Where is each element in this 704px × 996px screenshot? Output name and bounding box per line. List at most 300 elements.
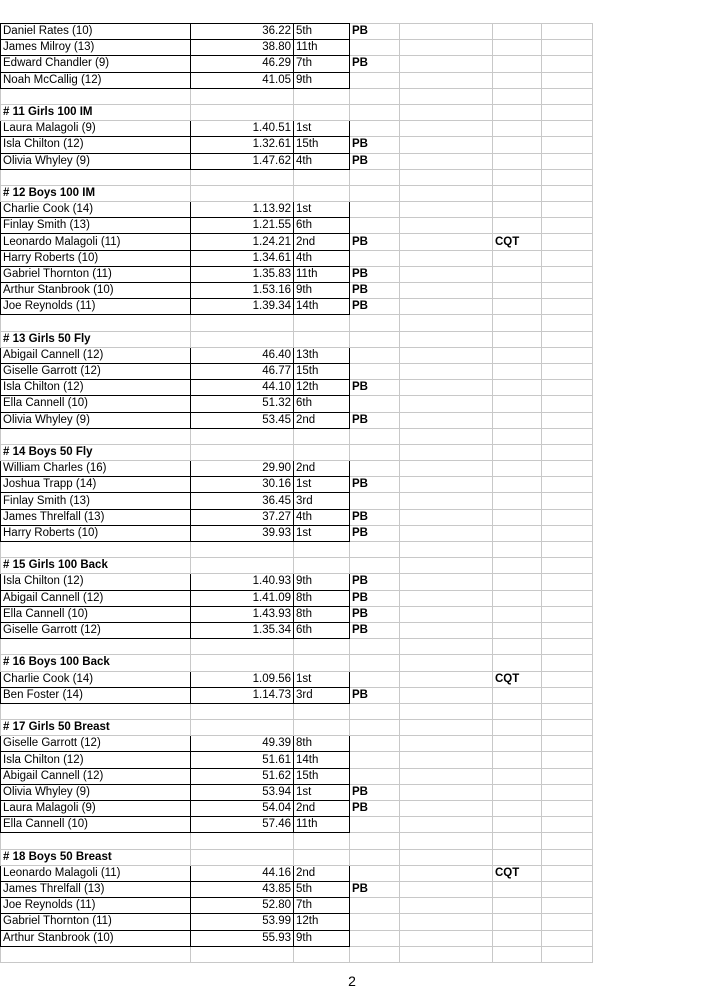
- empty-cell: [542, 558, 593, 574]
- pb-marker: PB: [350, 590, 400, 606]
- empty-cell: [493, 331, 542, 347]
- empty-cell: [400, 88, 493, 104]
- result-row: [1, 412, 593, 428]
- swimmer-name: Harry Roberts (10): [1, 250, 191, 266]
- swim-place: 5th: [294, 881, 350, 897]
- empty-cell: [493, 542, 542, 558]
- swim-place: 9th: [294, 283, 350, 299]
- result-row: [1, 363, 593, 379]
- empty-cell: [542, 24, 593, 40]
- cqt-marker: [493, 250, 542, 266]
- empty-cell: [542, 444, 593, 460]
- result-row: [1, 299, 593, 315]
- empty-cell: [542, 185, 593, 201]
- pb-marker: [350, 396, 400, 412]
- swim-place: 5th: [294, 24, 350, 40]
- empty-cell: [542, 914, 593, 930]
- pb-marker: [350, 250, 400, 266]
- swim-place: 1st: [294, 525, 350, 541]
- swimmer-name: Giselle Garrott (12): [1, 363, 191, 379]
- event-header-row: [1, 185, 593, 201]
- cqt-marker: [493, 121, 542, 137]
- cqt-marker: [493, 606, 542, 622]
- swim-place: 1st: [294, 784, 350, 800]
- pb-marker: [350, 817, 400, 833]
- swimmer-name: Joe Reynolds (11): [1, 898, 191, 914]
- pb-marker: PB: [350, 283, 400, 299]
- empty-cell: [350, 169, 400, 185]
- swim-time: 57.46: [191, 817, 294, 833]
- swimmer-name: Abigail Cannell (12): [1, 590, 191, 606]
- empty-cell: [542, 202, 593, 218]
- swimmer-name: Ben Foster (14): [1, 687, 191, 703]
- pb-marker: PB: [350, 412, 400, 428]
- empty-cell: [350, 185, 400, 201]
- swimmer-name: Finlay Smith (13): [1, 493, 191, 509]
- empty-cell: [542, 736, 593, 752]
- empty-cell: [542, 865, 593, 881]
- result-row: [1, 72, 593, 88]
- swim-place: 11th: [294, 40, 350, 56]
- empty-cell: [493, 720, 542, 736]
- empty-cell: [542, 234, 593, 250]
- pb-marker: PB: [350, 784, 400, 800]
- result-row: [1, 461, 593, 477]
- event-header-row: [1, 444, 593, 460]
- empty-cell: [294, 833, 350, 849]
- empty-cell: [400, 40, 493, 56]
- result-row: [1, 801, 593, 817]
- swim-place: 15th: [294, 768, 350, 784]
- swim-time: 51.62: [191, 768, 294, 784]
- swimmer-name: Isla Chilton (12): [1, 380, 191, 396]
- swim-time: 1.09.56: [191, 671, 294, 687]
- empty-cell: [294, 444, 350, 460]
- event-header-row: [1, 720, 593, 736]
- empty-cell: [294, 720, 350, 736]
- result-row: [1, 493, 593, 509]
- empty-cell: [400, 234, 493, 250]
- empty-cell: [400, 930, 493, 946]
- empty-cell: [400, 169, 493, 185]
- swim-place: 6th: [294, 396, 350, 412]
- swimmer-name: Joe Reynolds (11): [1, 299, 191, 315]
- empty-cell: [400, 444, 493, 460]
- empty-cell: [400, 283, 493, 299]
- empty-cell: [493, 639, 542, 655]
- empty-cell: [350, 720, 400, 736]
- empty-cell: [191, 444, 294, 460]
- empty-cell: [542, 703, 593, 719]
- empty-cell: [400, 622, 493, 638]
- cqt-marker: [493, 283, 542, 299]
- pb-marker: [350, 40, 400, 56]
- result-row: [1, 266, 593, 282]
- swimmer-name: Charlie Cook (14): [1, 671, 191, 687]
- swim-time: 36.45: [191, 493, 294, 509]
- empty-cell: [542, 881, 593, 897]
- swimmer-name: Isla Chilton (12): [1, 137, 191, 153]
- event-header-row: [1, 849, 593, 865]
- cqt-marker: [493, 801, 542, 817]
- swimmer-name: Isla Chilton (12): [1, 574, 191, 590]
- swim-time: 54.04: [191, 801, 294, 817]
- empty-cell: [542, 930, 593, 946]
- empty-cell: [1, 703, 191, 719]
- pb-marker: [350, 363, 400, 379]
- cqt-marker: [493, 137, 542, 153]
- empty-cell: [400, 639, 493, 655]
- event-header-row: [1, 655, 593, 671]
- swimmer-name: Ella Cannell (10): [1, 817, 191, 833]
- empty-cell: [542, 428, 593, 444]
- empty-cell: [400, 493, 493, 509]
- swim-place: 8th: [294, 590, 350, 606]
- swim-place: 8th: [294, 736, 350, 752]
- empty-cell: [493, 169, 542, 185]
- empty-cell: [400, 801, 493, 817]
- pb-marker: [350, 898, 400, 914]
- empty-cell: [191, 720, 294, 736]
- result-row: [1, 137, 593, 153]
- empty-cell: [1, 639, 191, 655]
- empty-cell: [493, 655, 542, 671]
- blank-row: [1, 639, 593, 655]
- blank-row: [1, 703, 593, 719]
- empty-cell: [400, 671, 493, 687]
- empty-cell: [542, 655, 593, 671]
- empty-cell: [350, 849, 400, 865]
- swimmer-name: Arthur Stanbrook (10): [1, 930, 191, 946]
- empty-cell: [400, 784, 493, 800]
- blank-row: [1, 428, 593, 444]
- result-row: [1, 898, 593, 914]
- empty-cell: [1, 946, 191, 962]
- swim-place: 1st: [294, 121, 350, 137]
- cqt-marker: [493, 24, 542, 40]
- empty-cell: [400, 121, 493, 137]
- empty-cell: [350, 444, 400, 460]
- empty-cell: [350, 946, 400, 962]
- empty-cell: [542, 396, 593, 412]
- empty-cell: [400, 542, 493, 558]
- swimmer-name: Ella Cannell (10): [1, 606, 191, 622]
- swim-time: 52.80: [191, 898, 294, 914]
- pb-marker: PB: [350, 881, 400, 897]
- empty-cell: [493, 185, 542, 201]
- pb-marker: PB: [350, 687, 400, 703]
- swim-time: 1.13.92: [191, 202, 294, 218]
- swim-time: 53.99: [191, 914, 294, 930]
- cqt-marker: CQT: [493, 865, 542, 881]
- swimmer-name: Leonardo Malagoli (11): [1, 234, 191, 250]
- pb-marker: [350, 461, 400, 477]
- empty-cell: [493, 88, 542, 104]
- empty-cell: [542, 40, 593, 56]
- empty-cell: [493, 104, 542, 120]
- event-title: # 14 Boys 50 Fly: [1, 444, 191, 460]
- empty-cell: [400, 72, 493, 88]
- empty-cell: [191, 169, 294, 185]
- blank-row: [1, 315, 593, 331]
- empty-cell: [400, 703, 493, 719]
- empty-cell: [294, 542, 350, 558]
- empty-cell: [1, 833, 191, 849]
- empty-cell: [400, 363, 493, 379]
- swim-place: 2nd: [294, 461, 350, 477]
- empty-cell: [400, 315, 493, 331]
- empty-cell: [400, 720, 493, 736]
- result-row: [1, 687, 593, 703]
- swim-place: 8th: [294, 606, 350, 622]
- empty-cell: [350, 331, 400, 347]
- swim-time: 1.35.34: [191, 622, 294, 638]
- empty-cell: [542, 606, 593, 622]
- empty-cell: [542, 477, 593, 493]
- cqt-marker: [493, 687, 542, 703]
- empty-cell: [400, 768, 493, 784]
- empty-cell: [350, 833, 400, 849]
- empty-cell: [400, 752, 493, 768]
- swim-time: 1.34.61: [191, 250, 294, 266]
- swim-place: 1st: [294, 202, 350, 218]
- empty-cell: [1, 428, 191, 444]
- empty-cell: [1, 169, 191, 185]
- swim-time: 46.77: [191, 363, 294, 379]
- empty-cell: [191, 315, 294, 331]
- pb-marker: [350, 202, 400, 218]
- cqt-marker: [493, 784, 542, 800]
- cqt-marker: [493, 817, 542, 833]
- pb-marker: [350, 72, 400, 88]
- empty-cell: [400, 461, 493, 477]
- empty-cell: [493, 849, 542, 865]
- empty-cell: [542, 784, 593, 800]
- empty-cell: [400, 655, 493, 671]
- empty-cell: [400, 380, 493, 396]
- empty-cell: [294, 185, 350, 201]
- cqt-marker: [493, 461, 542, 477]
- empty-cell: [350, 315, 400, 331]
- empty-cell: [542, 104, 593, 120]
- swim-place: 3rd: [294, 493, 350, 509]
- pb-marker: [350, 347, 400, 363]
- empty-cell: [542, 671, 593, 687]
- pb-marker: [350, 752, 400, 768]
- empty-cell: [542, 590, 593, 606]
- result-row: [1, 283, 593, 299]
- cqt-marker: [493, 56, 542, 72]
- page-number: 2: [348, 973, 356, 989]
- swim-time: 53.94: [191, 784, 294, 800]
- cqt-marker: [493, 153, 542, 169]
- empty-cell: [542, 88, 593, 104]
- empty-cell: [542, 752, 593, 768]
- swim-time: 30.16: [191, 477, 294, 493]
- swim-time: 29.90: [191, 461, 294, 477]
- swimmer-name: Giselle Garrott (12): [1, 622, 191, 638]
- swimmer-name: Ella Cannell (10): [1, 396, 191, 412]
- swim-place: 11th: [294, 817, 350, 833]
- swim-time: 46.29: [191, 56, 294, 72]
- swimmer-name: Joshua Trapp (14): [1, 477, 191, 493]
- result-row: [1, 202, 593, 218]
- empty-cell: [542, 898, 593, 914]
- empty-cell: [493, 946, 542, 962]
- swim-place: 2nd: [294, 801, 350, 817]
- swim-place: 2nd: [294, 234, 350, 250]
- swim-time: 44.10: [191, 380, 294, 396]
- pb-marker: PB: [350, 56, 400, 72]
- swimmer-name: Olivia Whyley (9): [1, 784, 191, 800]
- empty-cell: [294, 639, 350, 655]
- swim-time: 41.05: [191, 72, 294, 88]
- swim-place: 14th: [294, 299, 350, 315]
- swim-time: 37.27: [191, 509, 294, 525]
- swim-time: 53.45: [191, 412, 294, 428]
- empty-cell: [542, 622, 593, 638]
- empty-cell: [191, 88, 294, 104]
- swim-place: 4th: [294, 250, 350, 266]
- result-row: [1, 477, 593, 493]
- empty-cell: [542, 153, 593, 169]
- swim-time: 1.40.51: [191, 121, 294, 137]
- cqt-marker: [493, 525, 542, 541]
- pb-marker: [350, 121, 400, 137]
- result-row: [1, 881, 593, 897]
- empty-cell: [542, 363, 593, 379]
- event-header-row: [1, 558, 593, 574]
- swimmer-name: Olivia Whyley (9): [1, 153, 191, 169]
- empty-cell: [542, 946, 593, 962]
- empty-cell: [400, 525, 493, 541]
- empty-cell: [542, 283, 593, 299]
- swim-time: 44.16: [191, 865, 294, 881]
- cqt-marker: [493, 768, 542, 784]
- swim-place: 4th: [294, 509, 350, 525]
- empty-cell: [350, 542, 400, 558]
- swimmer-name: Gabriel Thornton (11): [1, 914, 191, 930]
- cqt-marker: [493, 914, 542, 930]
- empty-cell: [542, 218, 593, 234]
- cqt-marker: [493, 509, 542, 525]
- empty-cell: [294, 104, 350, 120]
- swimmer-name: Laura Malagoli (9): [1, 121, 191, 137]
- empty-cell: [493, 833, 542, 849]
- cqt-marker: [493, 736, 542, 752]
- cqt-marker: [493, 622, 542, 638]
- pb-marker: [350, 865, 400, 881]
- result-row: [1, 153, 593, 169]
- result-row: [1, 234, 593, 250]
- swim-place: 4th: [294, 153, 350, 169]
- pb-marker: PB: [350, 509, 400, 525]
- pb-marker: [350, 930, 400, 946]
- pb-marker: PB: [350, 574, 400, 590]
- blank-row: [1, 88, 593, 104]
- empty-cell: [350, 88, 400, 104]
- swim-time: 49.39: [191, 736, 294, 752]
- empty-cell: [400, 104, 493, 120]
- empty-cell: [400, 331, 493, 347]
- swim-time: 1.21.55: [191, 218, 294, 234]
- empty-cell: [493, 444, 542, 460]
- empty-cell: [542, 817, 593, 833]
- cqt-marker: [493, 72, 542, 88]
- result-row: [1, 347, 593, 363]
- result-row: [1, 784, 593, 800]
- event-title: # 17 Girls 50 Breast: [1, 720, 191, 736]
- pb-marker: [350, 493, 400, 509]
- cqt-marker: [493, 266, 542, 282]
- empty-cell: [191, 428, 294, 444]
- cqt-marker: [493, 412, 542, 428]
- empty-cell: [542, 542, 593, 558]
- empty-cell: [400, 202, 493, 218]
- result-row: [1, 752, 593, 768]
- empty-cell: [542, 331, 593, 347]
- empty-cell: [542, 574, 593, 590]
- empty-cell: [1, 315, 191, 331]
- swimmer-name: Noah McCallig (12): [1, 72, 191, 88]
- empty-cell: [350, 639, 400, 655]
- blank-row: [1, 833, 593, 849]
- swimmer-name: Abigail Cannell (12): [1, 347, 191, 363]
- event-header-row: [1, 331, 593, 347]
- empty-cell: [294, 428, 350, 444]
- empty-cell: [191, 849, 294, 865]
- empty-cell: [400, 590, 493, 606]
- result-row: [1, 671, 593, 687]
- result-row: [1, 622, 593, 638]
- empty-cell: [493, 428, 542, 444]
- swimmer-name: Edward Chandler (9): [1, 56, 191, 72]
- empty-cell: [400, 865, 493, 881]
- result-row: [1, 768, 593, 784]
- empty-cell: [542, 137, 593, 153]
- empty-cell: [542, 768, 593, 784]
- empty-cell: [294, 169, 350, 185]
- event-title: # 12 Boys 100 IM: [1, 185, 191, 201]
- cqt-marker: [493, 881, 542, 897]
- empty-cell: [542, 266, 593, 282]
- empty-cell: [350, 703, 400, 719]
- pb-marker: PB: [350, 525, 400, 541]
- empty-cell: [350, 558, 400, 574]
- empty-cell: [493, 703, 542, 719]
- swimmer-name: Leonardo Malagoli (11): [1, 865, 191, 881]
- empty-cell: [400, 946, 493, 962]
- empty-cell: [400, 137, 493, 153]
- pb-marker: PB: [350, 24, 400, 40]
- swim-place: 6th: [294, 622, 350, 638]
- empty-cell: [294, 655, 350, 671]
- swimmer-name: Gabriel Thornton (11): [1, 266, 191, 282]
- blank-row: [1, 169, 593, 185]
- empty-cell: [400, 833, 493, 849]
- empty-cell: [542, 525, 593, 541]
- cqt-marker: [493, 898, 542, 914]
- swim-time: 39.93: [191, 525, 294, 541]
- cqt-marker: [493, 40, 542, 56]
- result-row: [1, 606, 593, 622]
- empty-cell: [400, 299, 493, 315]
- cqt-marker: [493, 299, 542, 315]
- swim-place: 12th: [294, 380, 350, 396]
- blank-row: [1, 542, 593, 558]
- empty-cell: [400, 412, 493, 428]
- empty-cell: [191, 946, 294, 962]
